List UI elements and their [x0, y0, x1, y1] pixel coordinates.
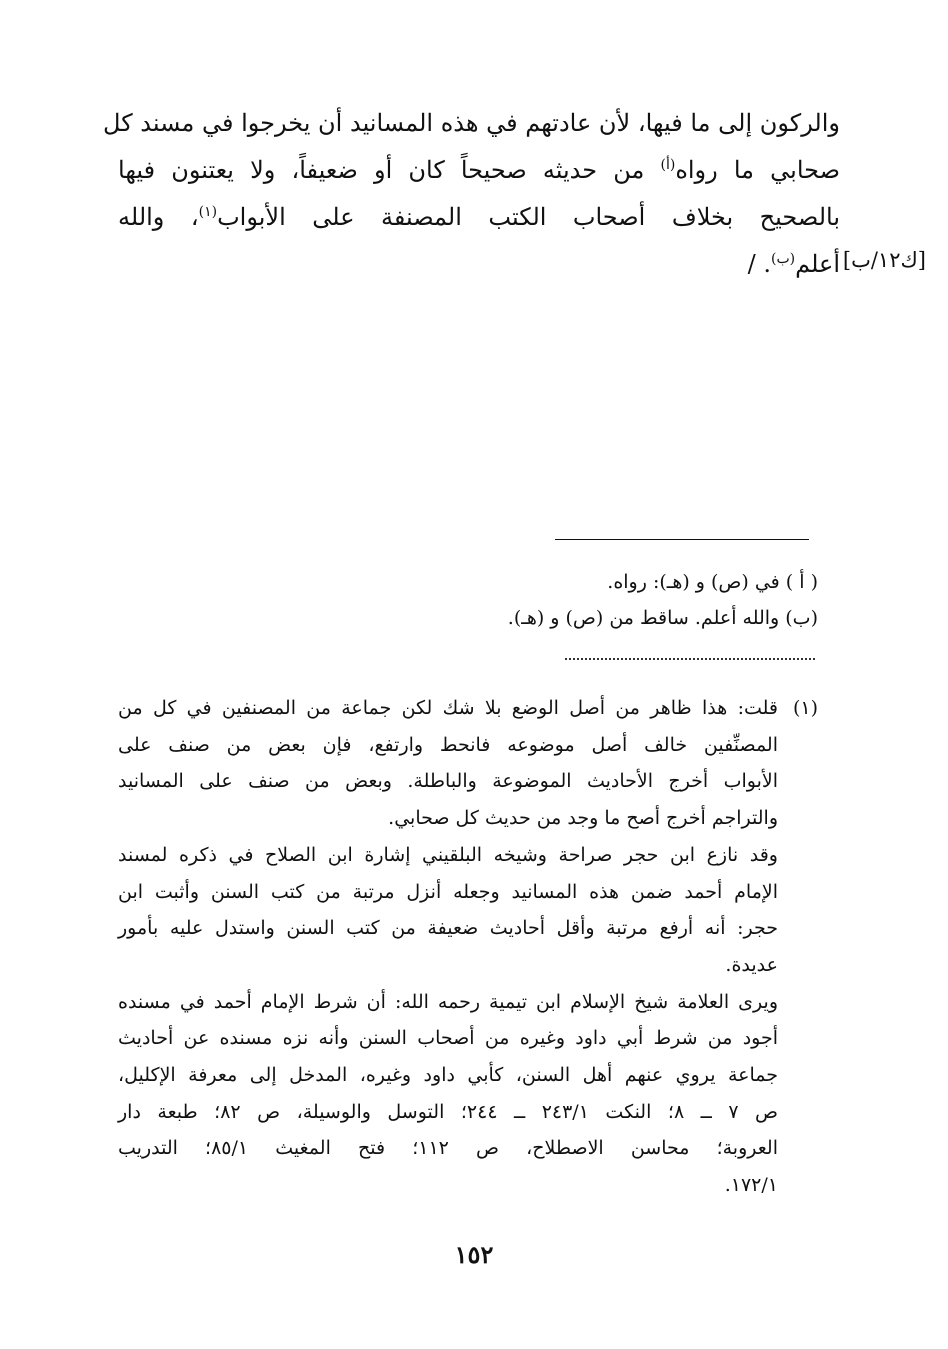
main-text-line-3-start: بالصحيح بخلاف أصحاب الكتب المصنفة على الأبواب: [217, 203, 840, 231]
variant-reading-b: (ب) والله أعلم. ساقط من (ص) و (هـ).: [507, 607, 818, 629]
footnote-line: ويرى العلامة شيخ الإسلام ابن تيمية رحمه الله: أن شرط الإمام أحمد في مسنده: [118, 990, 778, 1013]
footnote-marker-1: (١): [198, 204, 218, 220]
footnote-body: [118, 690, 818, 1204]
footnote-line: جماعة يروي عنهم أهل السنن، كأبي داود وغيره، المدخل إلى معرفة الإكليل،: [118, 1064, 778, 1087]
main-text-line-4: [118, 241, 840, 288]
footnote-line: قلت: هذا ظاهر من أصل الوضع بلا شك لكن جماعة من المصنفين في كل من: [118, 697, 778, 719]
footnote-line: ١٧٢/١.: [724, 1174, 778, 1197]
main-text-line-2: [118, 147, 840, 194]
footnote-line: عديدة.: [725, 953, 778, 976]
manuscript-folio-marker: [ك١٢/ب]: [842, 248, 926, 272]
footnote-marker-b: (ب): [770, 251, 796, 267]
footnote-line: ص ٧ ــ ٨؛ النكت ٢٤٣/١ ــ ٢٤٤؛ التوسل والوسيلة، ص ٨٢؛ طبعة دار: [118, 1100, 779, 1123]
footnote-number: (١): [792, 697, 818, 719]
footnote-line: العروبة؛ محاسن الاصطلاح، ص ١١٢؛ فتح المغيث ٨٥/١؛ التدريب: [118, 1137, 778, 1160]
dotted-separator: [565, 658, 815, 660]
main-text-line-1: والركون إلى ما فيها، لأن عادتهم في هذه المسانيد أن يخرجوا في مسند كل: [103, 109, 840, 137]
footnote-line: الإمام أحمد ضمن هذه المسانيد وجعله أنزل مرتبة من كتب السنن وأثبت ابن: [118, 880, 778, 903]
variant-reading-a: ( أ ) في (ص) و (هـ): رواه.: [607, 571, 818, 593]
main-text-line-3: [118, 194, 840, 241]
main-text-line-4-start: أعلم: [795, 250, 840, 278]
page-number: ١٥٢: [454, 1240, 494, 1269]
footnote-separator-line: [555, 539, 809, 540]
main-text: [103, 100, 841, 288]
footnote-marker-a: (أ): [660, 157, 676, 173]
main-text-line-4-end: . /: [747, 250, 771, 278]
footnote-line: المصنِّفين خالف أصل موضوعه فانحط وارتفع، فإن بعض من صنف على: [118, 733, 778, 756]
variant-readings: [300, 564, 818, 636]
footnote-1: [118, 690, 818, 1204]
main-text-line-2-start: صحابي ما رواه: [675, 156, 841, 184]
footnote-line: والتراجم أخرج أصح ما وجد من حديث كل صحابي.: [388, 807, 778, 830]
footnote-line: أجود من شرط أبي داود وغيره من أصحاب السنن وأنه نزه مسنده عن أحاديث: [118, 1027, 778, 1050]
footnote-line: الأبواب أخرج الأحاديث الموضوعة والباطلة. وبعض من صنف على المسانيد: [118, 770, 778, 793]
footnote-line: حجر: أنه أرفع مرتبة وأقل أحاديث ضعيفة من كتب السنن واستدل عليه بأمور: [118, 917, 778, 940]
main-text-line-2-end: من حديثه صحيحاً كان أو ضعيفاً، ولا يعتنون فيها: [118, 156, 661, 184]
footnote-line: وقد نازع ابن حجر صراحة وشيخه البلقيني إشارة ابن الصلاح في ذكره لمسند: [118, 843, 778, 866]
main-text-line-3-end: ، والله: [118, 203, 199, 231]
